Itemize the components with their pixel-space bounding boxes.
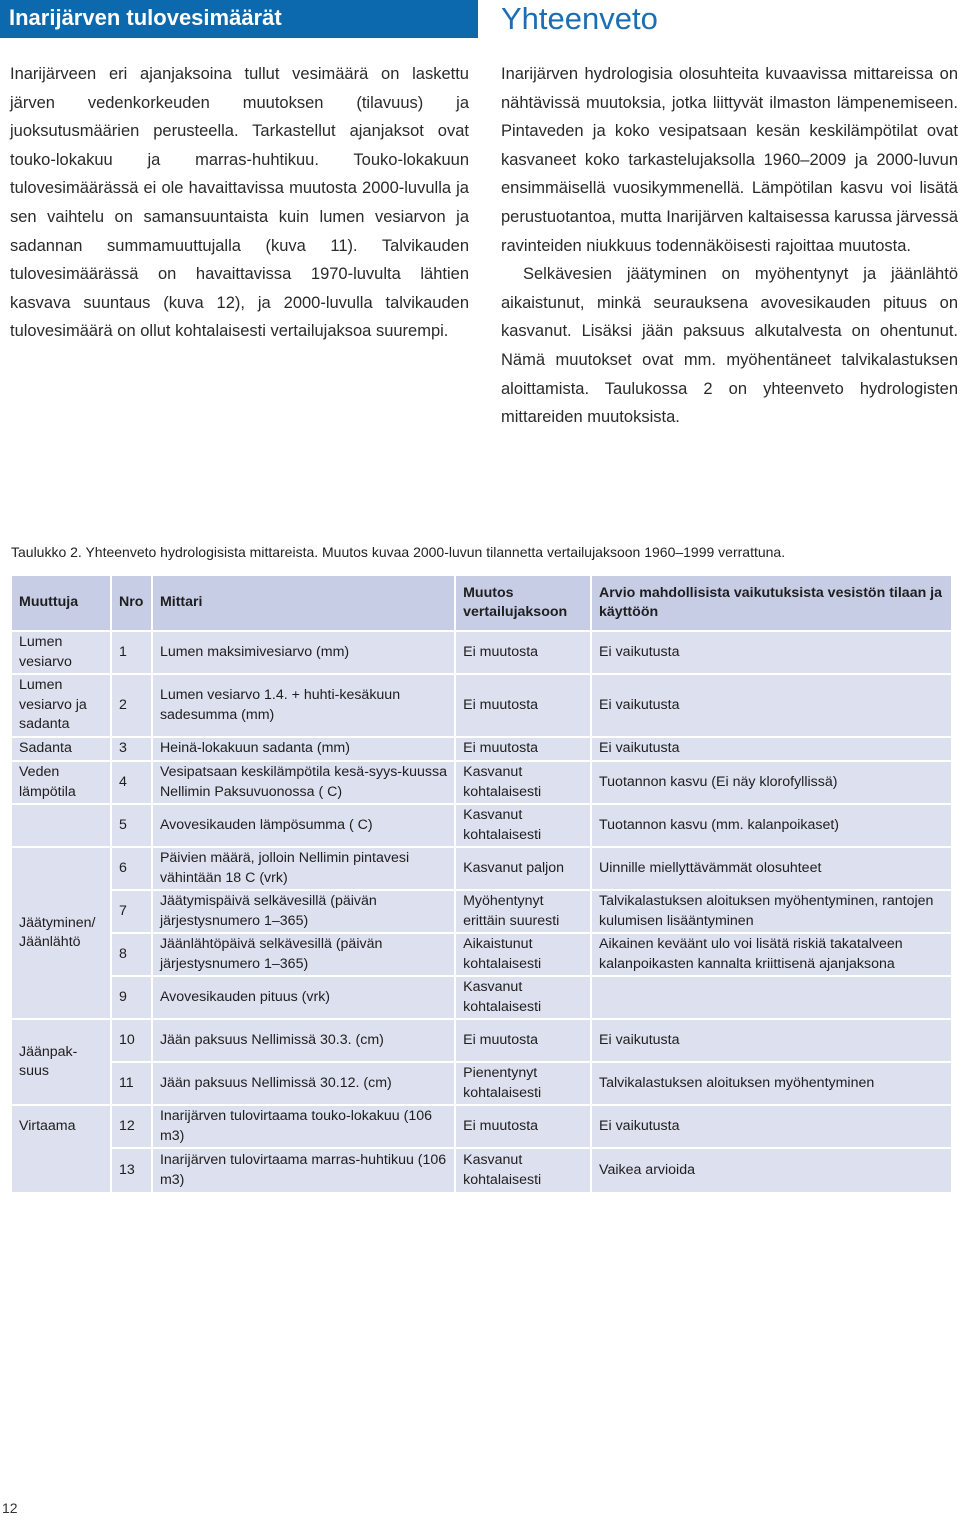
table-row <box>11 890 952 933</box>
mittari-cell: Avovesikauden lämpösumma ( C) <box>152 804 455 847</box>
nro-cell: 7 <box>111 890 152 933</box>
mittari-cell: Päivien määrä, jolloin Nellimin pintavesi vähintään 18 C (vrk) <box>152 847 455 890</box>
group-cell: Lumen vesiarvo ja sadanta <box>11 674 111 737</box>
muutos-cell: Ei muutosta <box>455 1019 591 1062</box>
nro-cell: 1 <box>111 631 152 674</box>
group-cell: Lumen vesiarvo <box>11 631 111 674</box>
left-column-paragraph: Inarijärveen eri ajanjaksoina tullut vesimäärä on laskettu järven vedenkorkeuden muutoksen (tilavuus) ja juoksutusmäärien perusteella. Tarkastellut ajanjaksot ovat touko-lokakuu ja marras-huhtikuu. Touko-lokakuun tulovesimäärässä ei ole havaittavissa muutosta 2000-luvulla ja sen vaihtelu on samansuuntaista kuin lumen vesiarvon ja sadannan summamuuttujalla (kuva 11). Talvikauden tulovesimäärässä on havaittavissa 1970-luvulta lähtien kasvava suuntaus (kuva 12), ja 2000-luvulla talvikauden tulovesimäärä on ollut kohtalaisesti vertailujaksoa suurempi. <box>10 65 469 341</box>
header-nro: Nro <box>111 575 152 631</box>
muutos-cell: Ei muutosta <box>455 737 591 761</box>
muutos-cell: Ei muutosta <box>455 1105 591 1148</box>
arvio-cell: Ei vaikutusta <box>591 1019 952 1062</box>
section-title-tulovesimaarat: Inarijärven tulovesimäärät <box>9 5 282 30</box>
nro-cell: 4 <box>111 761 152 804</box>
arvio-cell: Talvikalastuksen aloituksen myöhentyminen <box>591 1062 952 1105</box>
mittari-cell: Avovesikauden pituus (vrk) <box>152 976 455 1019</box>
arvio-cell: Tuotannon kasvu (mm. kalanpoikaset) <box>591 804 952 847</box>
summary-table <box>10 574 953 1194</box>
arvio-cell: Talvikalastuksen aloituksen myöhentyminen, rantojen kulumisen lisääntyminen <box>591 890 952 933</box>
table-row <box>11 933 952 976</box>
nro-cell: 13 <box>111 1148 152 1193</box>
muutos-cell: Kasvanut kohtalaisesti <box>455 1148 591 1193</box>
group-cell: Virtaama <box>11 1105 111 1193</box>
nro-cell: 6 <box>111 847 152 890</box>
header-muutos: Muutos vertailujaksoon <box>455 575 591 631</box>
left-heading-bar <box>0 0 478 38</box>
arvio-cell: Ei vaikutusta <box>591 1105 952 1148</box>
section-title-yhteenveto: Yhteenveto <box>501 1 658 36</box>
arvio-cell: Uinnille miellyttävämmät olosuhteet <box>591 847 952 890</box>
mittari-cell: Lumen maksimivesiarvo (mm) <box>152 631 455 674</box>
right-column-text <box>501 60 958 432</box>
nro-cell: 3 <box>111 737 152 761</box>
muutos-cell: Pienentynyt kohtalaisesti <box>455 1062 591 1105</box>
group-cell-empty <box>11 804 111 847</box>
table-row <box>11 1019 952 1062</box>
mittari-cell: Inarijärven tulovirtaama touko-lokakuu (106 m3) <box>152 1105 455 1148</box>
nro-cell: 8 <box>111 933 152 976</box>
muutos-cell: Ei muutosta <box>455 674 591 737</box>
mittari-cell: Heinä-lokakuun sadanta (mm) <box>152 737 455 761</box>
mittari-cell: Vesipatsaan keskilämpötila kesä-syys-kuussa Nellimin Paksuvuonossa ( C) <box>152 761 455 804</box>
table-row <box>11 1062 952 1105</box>
group-cell: Sadanta <box>11 737 111 761</box>
table-row <box>11 1105 952 1148</box>
mittari-cell: Inarijärven tulovirtaama marras-huhtikuu (106 m3) <box>152 1148 455 1193</box>
page-number: 12 <box>2 1500 18 1516</box>
table-row <box>11 761 952 804</box>
table-row <box>11 631 952 674</box>
header-muuttuja: Muuttuja <box>11 575 111 631</box>
table-caption: Taulukko 2. Yhteenveto hydrologisista mittareista. Muutos kuvaa 2000-luvun tilannetta vertailujaksoon 1960–1999 verrattuna. <box>11 544 786 560</box>
muutos-cell: Kasvanut kohtalaisesti <box>455 804 591 847</box>
table-header-row <box>11 575 952 631</box>
muutos-cell: Kasvanut kohtalaisesti <box>455 976 591 1019</box>
mittari-cell: Jäätymispäivä selkävesillä (päivän järjestysnumero 1–365) <box>152 890 455 933</box>
header-mittari: Mittari <box>152 575 455 631</box>
table-row <box>11 976 952 1019</box>
arvio-cell: Aikainen keväänt ulo voi lisätä riskiä takatalveen kalanpoikasten kannalta kriittisenä ajanjaksona <box>591 933 952 976</box>
arvio-cell: Vaikea arvioida <box>591 1148 952 1193</box>
nro-cell: 11 <box>111 1062 152 1105</box>
arvio-cell: Ei vaikutusta <box>591 737 952 761</box>
right-paragraph-1: Inarijärven hydrologisia olosuhteita kuvaavissa mittareissa on nähtävissä muutoksia, jotka liittyvät ilmaston lämpenemiseen. Pintaveden ja koko vesipatsaan kesän keskilämpötilat ovat kasvaneet koko tarkastelujaksolla 1960–2009 ja 2000-luvun ensimmäisellä vuosikymmenellä. Lämpötilan kasvu voi lisätä perustuotantoa, mutta Inarijärven kaltaisessa karussa järvessä ravinteiden niukkuus todennäköisesti rajoittaa muutosta. <box>501 65 958 255</box>
nro-cell: 9 <box>111 976 152 1019</box>
nro-cell: 5 <box>111 804 152 847</box>
arvio-cell: Tuotannon kasvu (Ei näy klorofyllissä) <box>591 761 952 804</box>
nro-cell: 12 <box>111 1105 152 1148</box>
table-row <box>11 737 952 761</box>
mittari-cell: Lumen vesiarvo 1.4. + huhti-kesäkuun sadesumma (mm) <box>152 674 455 737</box>
muutos-cell: Aikaistunut kohtalaisesti <box>455 933 591 976</box>
table-row <box>11 847 952 890</box>
group-cell: Jäänpak- suus <box>11 1019 111 1105</box>
group-cell: Jäätyminen/ Jäänlähtö <box>11 847 111 1019</box>
table-row <box>11 674 952 737</box>
muutos-cell: Kasvanut paljon <box>455 847 591 890</box>
header-arvio: Arvio mahdollisista vaikutuksista vesistön tilaan ja käyttöön <box>591 575 952 631</box>
right-paragraph-2: Selkävesien jäätyminen on myöhentynyt ja jäänlähtö aikaistunut, minkä seurauksena avovesikauden pituus on kasvanut. Lisäksi jään paksuus alkutalvesta on ohentunut. Nämä muutokset ovat mm. myöhentäneet talvikalastuksen aloittamista. Taulukossa 2 on yhteenveto hydrologisten mittareiden muutoksista. <box>501 265 958 427</box>
arvio-cell: Ei vaikutusta <box>591 631 952 674</box>
arvio-cell: Ei vaikutusta <box>591 674 952 737</box>
table-row <box>11 1148 952 1193</box>
muutos-cell: Kasvanut kohtalaisesti <box>455 761 591 804</box>
mittari-cell: Jäänlähtöpäivä selkävesillä (päivän järjestysnumero 1–365) <box>152 933 455 976</box>
mittari-cell: Jään paksuus Nellimissä 30.12. (cm) <box>152 1062 455 1105</box>
nro-cell: 2 <box>111 674 152 737</box>
mittari-cell: Jään paksuus Nellimissä 30.3. (cm) <box>152 1019 455 1062</box>
muutos-cell: Myöhentynyt erittäin suuresti <box>455 890 591 933</box>
muutos-cell: Ei muutosta <box>455 631 591 674</box>
table-row <box>11 804 952 847</box>
arvio-cell <box>591 976 952 1019</box>
group-cell: Veden lämpötila <box>11 761 111 804</box>
nro-cell: 10 <box>111 1019 152 1062</box>
